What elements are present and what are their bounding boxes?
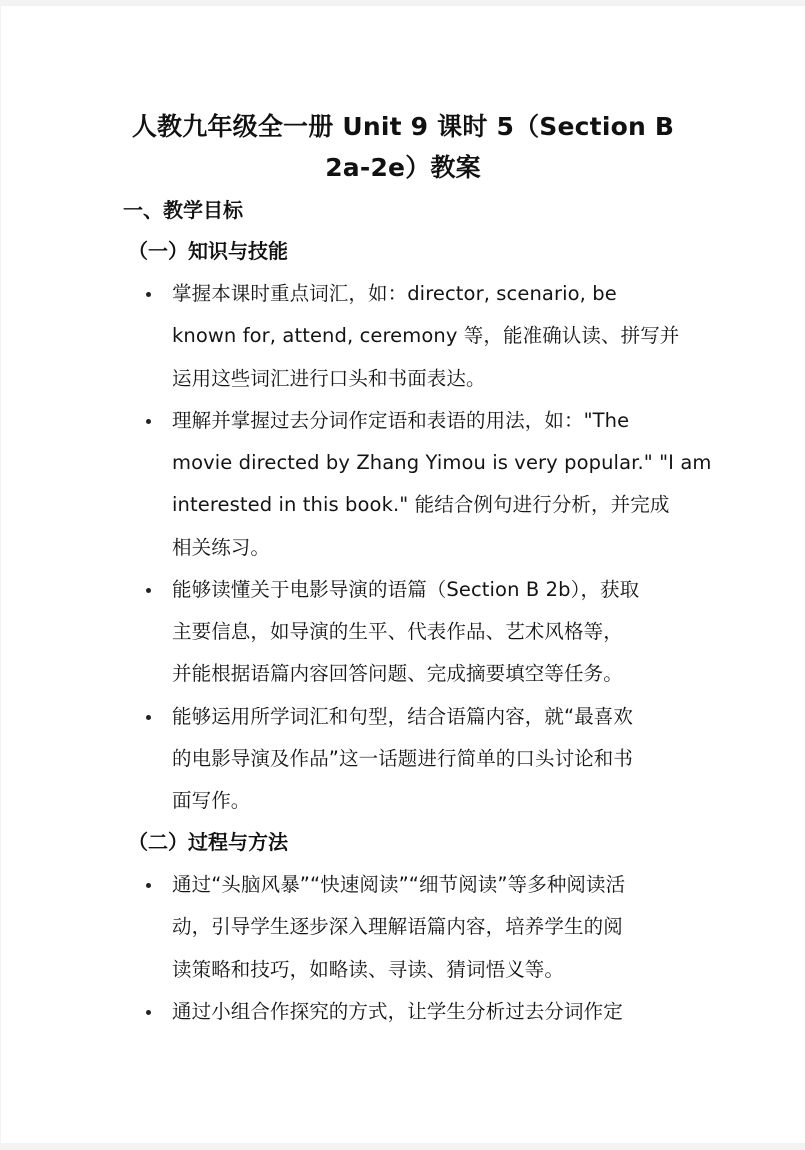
- bullet-text-line: 通过小组合作探究的方式，让学生分析过去分词作定: [172, 1000, 623, 1023]
- bullet-text-line: 主要信息，如导演的生平、代表作品、艺术风格等，: [172, 620, 623, 643]
- document-title-line-2: 2a-2e）教案: [325, 153, 481, 182]
- bullet-text-line: 面写作。: [172, 789, 251, 812]
- bullet-text-line: interested in this book." 能结合例句进行分析，并完成: [172, 493, 670, 516]
- bullet-text-line: 掌握本课时重点词汇，如：director, scenario, be: [172, 282, 617, 305]
- bullet-text-line: known for, attend, ceremony 等，能准确认读、拼写并: [172, 324, 680, 347]
- bullet-text-line: 并能根据语篇内容回答问题、完成摘要填空等任务。: [172, 662, 623, 685]
- subsection-heading-knowledge-skills: （一）知识与技能: [128, 239, 288, 263]
- bullet-text-line: 能够读懂关于电影导演的语篇（Section B 2b），获取: [172, 578, 640, 601]
- bullet-text-line: movie directed by Zhang Yimou is very popular." "I am: [172, 451, 712, 474]
- bullet-text-line: 理解并掌握过去分词作定语和表语的用法，如："The: [172, 409, 630, 432]
- bullet-dot-icon: [146, 715, 151, 720]
- bullet-dot-icon: [146, 883, 151, 888]
- bullet-text-line: 相关练习。: [172, 536, 271, 559]
- bullet-dot-icon: [146, 419, 151, 424]
- bullet-text-line: 读策略和技巧，如略读、寻读、猜词悟义等。: [172, 958, 565, 981]
- bullet-text-line: 能够运用所学词汇和句型，结合语篇内容，就“最喜欢: [172, 705, 634, 728]
- bullet-text-line: 的电影导演及作品”这一话题进行简单的口头讨论和书: [172, 747, 634, 770]
- bullet-text-line: 通过“头脑风暴”“快速阅读”“细节阅读”等多种阅读活: [172, 873, 626, 896]
- section-heading-teaching-objectives: 一、教学目标: [123, 198, 243, 222]
- bullet-dot-icon: [146, 1010, 151, 1015]
- subsection-heading-process-methods: （二）过程与方法: [128, 830, 288, 854]
- bullet-dot-icon: [146, 588, 151, 593]
- document-title-line-1: 人教九年级全一册 Unit 9 课时 5（Section B: [131, 112, 675, 141]
- document-page: [1, 6, 805, 1143]
- bullet-dot-icon: [146, 292, 151, 297]
- bullet-text-line: 运用这些词汇进行口头和书面表达。: [172, 367, 486, 390]
- bullet-text-line: 动，引导学生逐步深入理解语篇内容，培养学生的阅: [172, 915, 623, 938]
